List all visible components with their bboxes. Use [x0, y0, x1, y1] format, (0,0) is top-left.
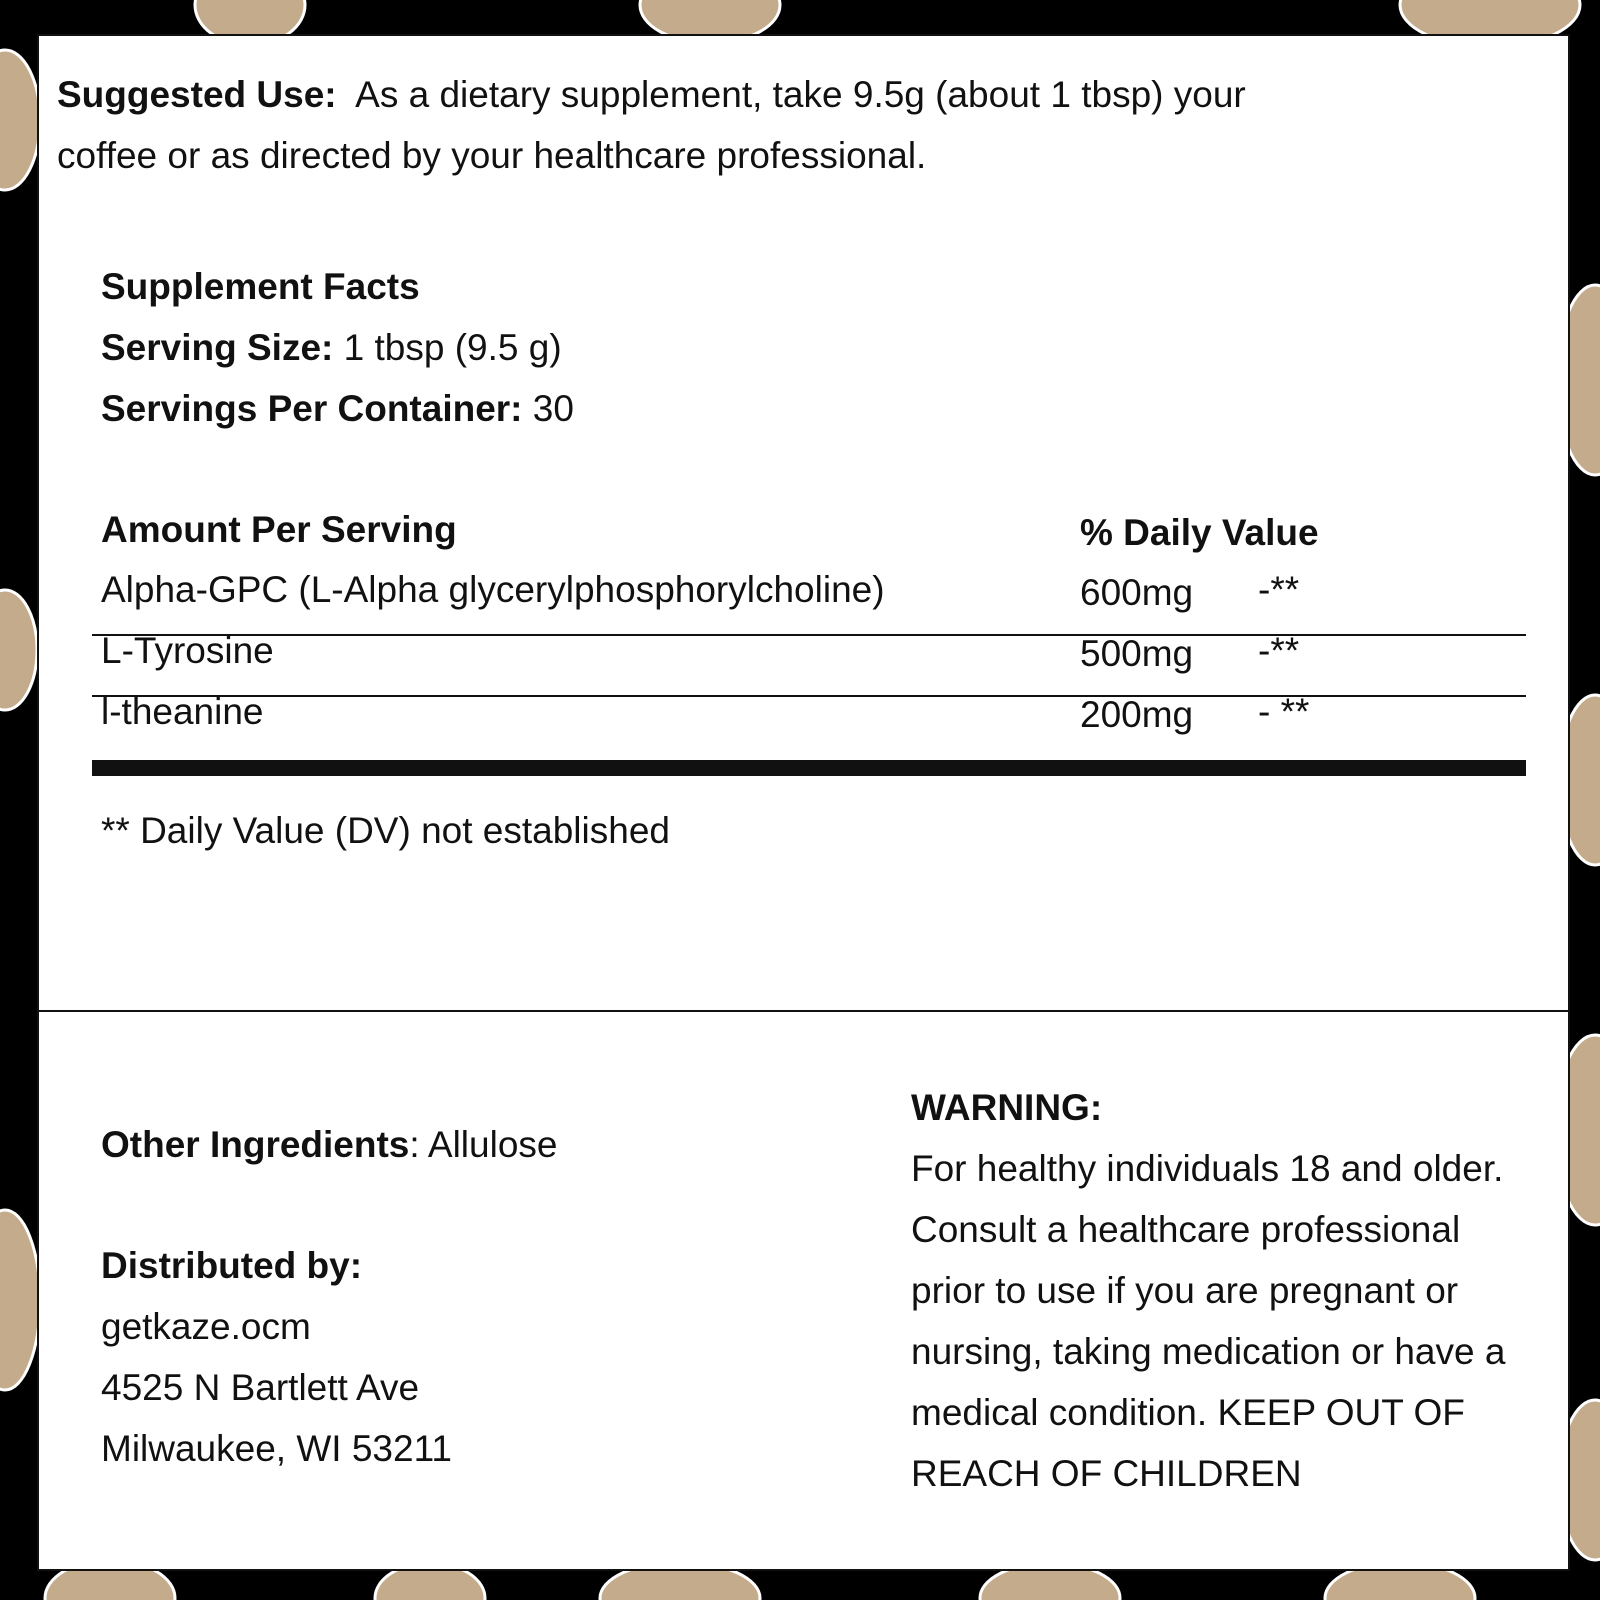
warning-label: WARNING:: [911, 1087, 1103, 1128]
amount-per-serving-header: Amount Per Serving: [101, 509, 457, 550]
suggested-use-label: Suggested Use:: [57, 74, 337, 115]
serving-size: [101, 329, 562, 366]
other-ingredients-label: Other Ingredients: [101, 1124, 410, 1165]
supplement-facts-panel: [37, 34, 1570, 1012]
warning-line: medical condition. KEEP OUT OF: [911, 1392, 1465, 1433]
suggested-use-line1: [57, 76, 1246, 113]
warning-line: Consult a healthcare professional: [911, 1209, 1461, 1250]
distributor-address-line1: 4525 N Bartlett Ave: [101, 1367, 420, 1408]
row-divider: [92, 634, 1526, 636]
ingredients-warning-panel: [37, 1010, 1570, 1571]
distributed-by-label: Distributed by:: [101, 1245, 363, 1286]
servings-per-container-label: Servings Per Container:: [101, 388, 523, 429]
ingredient-daily-value: -**: [1258, 630, 1300, 671]
serving-size-label: Serving Size:: [101, 327, 334, 368]
daily-value-footnote: ** Daily Value (DV) not established: [101, 810, 670, 851]
supplement-facts-title: Supplement Facts: [101, 266, 420, 307]
servings-per-container-value: 30: [532, 388, 574, 429]
servings-per-container: [101, 390, 574, 427]
other-ingredients-value: : Allulose: [409, 1124, 558, 1165]
ingredient-amount: 600mg: [1080, 572, 1194, 613]
warning-line: prior to use if you are pregnant or: [911, 1270, 1459, 1311]
distributor-website: getkaze.ocm: [101, 1306, 311, 1347]
warning-line: REACH OF CHILDREN: [911, 1453, 1302, 1494]
ingredient-amount: 500mg: [1080, 633, 1194, 674]
ingredient-name: L-Tyrosine: [101, 630, 274, 671]
serving-size-value: 1 tbsp (9.5 g): [343, 327, 562, 368]
suggested-use-line2: coffee or as directed by your healthcare professional.: [57, 135, 927, 176]
ingredient-daily-value: -**: [1258, 569, 1300, 610]
row-divider: [92, 695, 1526, 697]
table-bottom-rule: [92, 760, 1526, 776]
other-ingredients: [101, 1126, 557, 1163]
ingredient-name: Alpha-GPC (L-Alpha glycerylphosphorylcholine): [101, 569, 885, 610]
distributor-address-line2: Milwaukee, WI 53211: [101, 1428, 452, 1469]
ingredient-name: l-theanine: [101, 691, 264, 732]
ingredient-daily-value: - **: [1258, 691, 1310, 732]
warning-line: For healthy individuals 18 and older.: [911, 1148, 1504, 1189]
ingredient-amount: 200mg: [1080, 694, 1194, 735]
warning-line: nursing, taking medication or have a: [911, 1331, 1506, 1372]
suggested-use-text: As a dietary supplement, take 9.5g (about 1 tbsp) your: [355, 74, 1246, 115]
daily-value-header: % Daily Value: [1080, 512, 1319, 553]
